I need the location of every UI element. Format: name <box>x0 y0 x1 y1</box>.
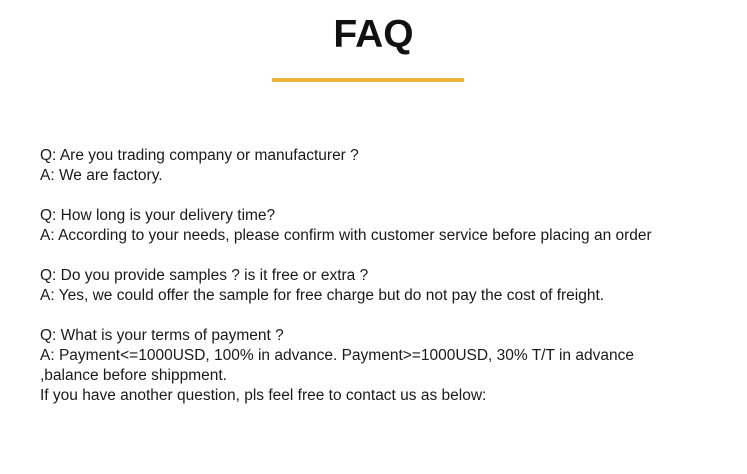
faq-item-delivery-time <box>40 206 730 246</box>
faq-item-payment-terms <box>40 326 730 406</box>
page-title: FAQ <box>333 13 414 56</box>
faq-item-samples <box>40 266 730 306</box>
faq-question: Q: How long is your delivery time? <box>40 207 276 224</box>
faq-answer: A: Payment<=1000USD, 100% in advance. Payment>=1000USD, 30% T/T in advance <box>40 347 634 364</box>
faq-question: Q: Do you provide samples ? is it free or extra ? <box>40 267 369 284</box>
faq-question: Q: Are you trading company or manufacturer ? <box>40 147 359 164</box>
faq-answer: A: Yes, we could offer the sample for free charge but do not pay the cost of freight. <box>40 287 605 304</box>
faq-answer-continued: ,balance before shippment. <box>40 367 227 384</box>
faq-question: Q: What is your terms of payment ? <box>40 327 284 344</box>
faq-list <box>40 146 730 406</box>
faq-answer: A: We are factory. <box>40 167 163 184</box>
contact-note: If you have another question, pls feel free to contact us as below: <box>40 387 487 404</box>
faq-item-trading-company <box>40 146 730 186</box>
title-underline <box>272 78 464 82</box>
faq-answer: A: According to your needs, please confirm with customer service before placing an order <box>40 227 652 244</box>
